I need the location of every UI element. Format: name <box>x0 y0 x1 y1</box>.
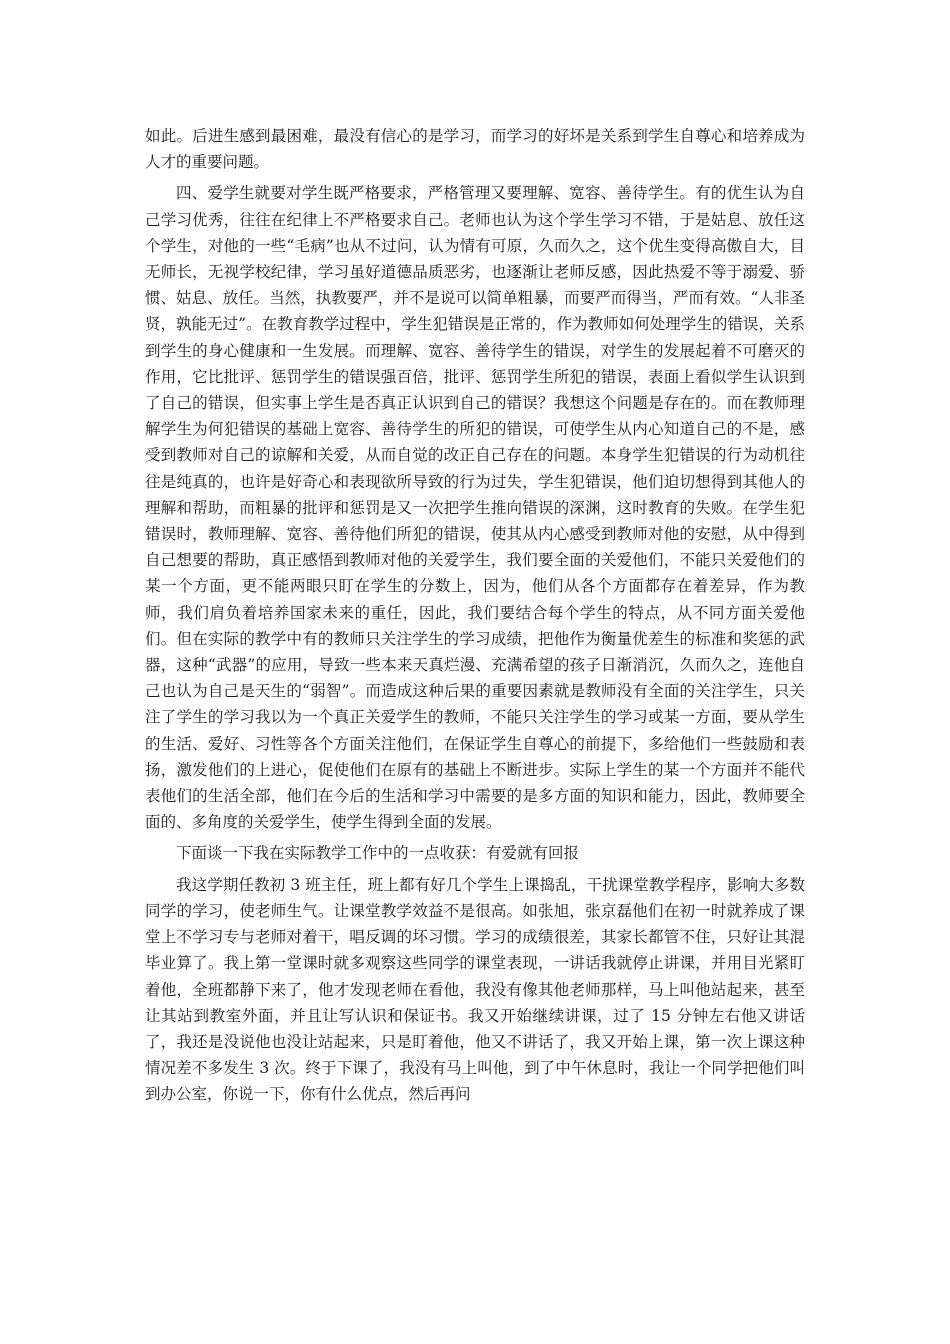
paragraph-continuation: 如此。后进生感到最困难，最没有信心的是学习，而学习的好坏是关系到学生自尊心和培养成为人才的重要问题。 <box>145 127 805 172</box>
paragraph-harvest-heading: 下面谈一下我在实际教学工作中的一点收获：有爱就有回报 <box>176 844 580 863</box>
paragraph-section-four: 四、爱学生就要对学生既严格要求，严格管理又要理解、宽容、善待学生。有的优生认为自己学习优秀，往往在纪律上不严格要求自己。老师也认为这个学生学习不错，于是姑息、放任这个学生，对他的一些“毛病”也从不过问，认为情有可原，久而久之，这个优生变得高傲自大，目无师长，无视学校纪律，学习虽好道德品质恶劣，也逐渐让老师反感，因此热爱不等于溺爱、骄惯、姑息、放任。当然，执教要严，并不是说可以简单粗暴，而要严而得当，严而有效。“人非圣贤，孰能无过”。在教育教学过程中，学生犯错误是正常的，作为教师如何处理学生的错误，关系到学生的身心健康和一生发展。而理解、宽容、善待学生的错误，对学生的发展起着不可磨灭的作用，它比批评、惩罚学生的错误强百倍，批评、惩罚学生所犯的错误，表面上看似学生认识到了自己的错误，但实事上学生是否真正认识到自己的错误？我想这个问题是存在的。而在教师理解学生为何犯错误的基础上宽容、善待学生的所犯的错误，可使学生从内心知道自己的不是，感受到教师对自己的谅解和关爱，从而自觉的改正自己存在的问题。本身学生犯错误的行为动机往往是纯真的，也许是好奇心和表现欲所导致的行为过失，学生犯错误，他们迫切想得到其他人的理解和帮助，而粗暴的批评和惩罚是又一次把学生推向错误的深渊，这时教育的失败。在学生犯错误时，教师理解、宽容、善待他们所犯的错误，使其从内心感受到教师对他的安慰，从中得到自己想要的帮助，真正感悟到教师对他的关爱学生，我们要全面的关爱他们，不能只关爱他们的某一个方面，更不能两眼只盯在学生的分数上，因为，他们从各个方面都存在着差异，作为教师，我们肩负着培养国家未来的重任，因此，我们要结合每个学生的特点，从不同方面关爱他们。但在实际的教学中有的教师只关注学生的学习成绩，把他作为衡量优差生的标准和奖惩的武器，这种“武器”的应用，导致一些本来天真烂漫、充满希望的孩子日渐消沉，久而久之，连他自己也认为自己是天生的“弱智”。而造成这种后果的重要因素就是教师没有全面的关注学生，只关注了学生的学习我以为一个真正关爱学生的教师，不能只关注学生的学习或某一方面，要从学生的生活、爱好、习性等各个方面关注他们，在保证学生自尊心的前提下，多给他们一些鼓励和表扬，激发他们的上进心，促使他们在原有的基础上不断进步。实际上学生的某一个方面并不能代表他们的生活全部，他们在今后的生活和学习中需要的是多方面的知识和能力，因此，教师要全面的、多角度的关爱学生，使学生得到全面的发展。 <box>145 184 805 832</box>
paragraph-class-story: 我这学期任教初 3 班主任，班上都有好几个学生上课捣乱，干扰课堂教学程序，影响大多数同学的学习，使老师生气。让课堂教学效益不是很高。如张旭，张京磊他们在初一时就养成了课堂上不学习专与老师对着干，唱反调的坏习惯。学习的成绩很差，其家长都管不住，只好让其混毕业算了。我上第一堂课时就多观察这些同学的课堂表现，一讲话我就停止讲课，并用目光紧盯着他，全班都静下来了，他才发现老师在看他，我没有像其他老师那样，马上叫他站起来，甚至让其站到教室外面，并且让写认识和保证书。我又开始继续讲课，过了 15 分钟左右他又讲话了，我还是没说他也没让站起来，只是盯着他，他又不讲话了，我又开始上课，第一次上课这种情况差不多发生 3 次。终于下课了，我没有马上叫他，到了中午休息时，我让一个同学把他们叫到办公室，你说一下，你有什么优点，然后再问 <box>145 875 805 1104</box>
document-page <box>145 123 805 1108</box>
